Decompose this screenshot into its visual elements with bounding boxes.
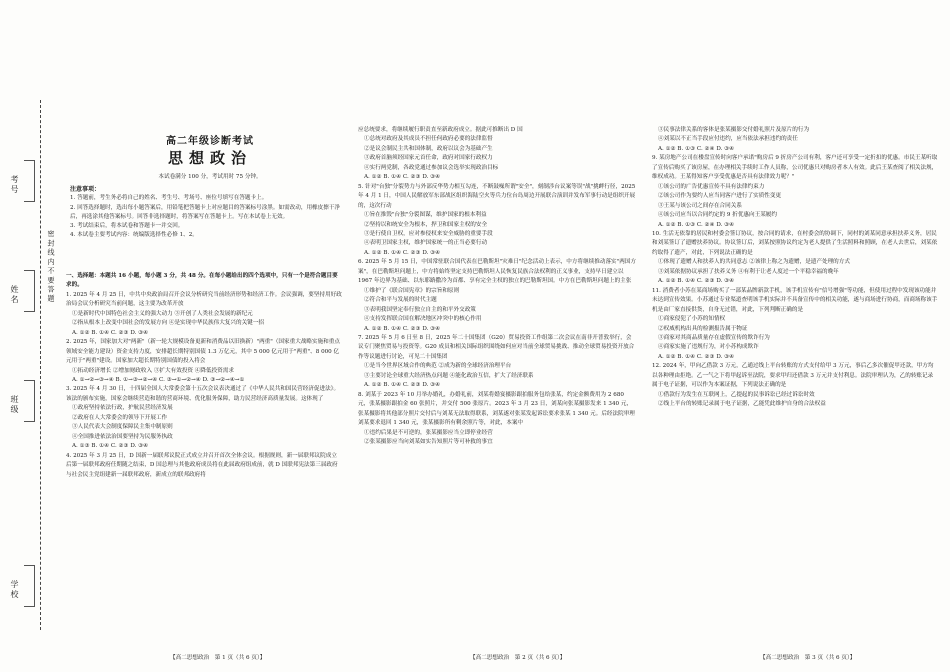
notes-heading: 注意事项：: [70, 186, 101, 193]
binding-margin: [0, 0, 60, 672]
question-option: ④表明卫国家主权，维护国家统一的正当必要行动: [364, 240, 488, 247]
question-option: A. ①② B. ①④ C. ②③ D. ③④: [72, 329, 149, 336]
page-footer-3: 【高二思想政治 第 3 页（共 6 页）】: [760, 655, 856, 661]
notes-item: 1. 答题前，考生务必将自己的姓名、考生号、考场号、座位号填写在答题卡上。: [70, 195, 268, 202]
question-option: A. ①→②→③→④ B. ①→③→②→④ C. ③→①→②→④ D. ③→②→④→①: [72, 376, 245, 383]
question-option: ④支持发挥联合国在解决地区冲突中的核心作用: [364, 316, 482, 323]
question-stem: 3. 2025 年 4 月 30 日，十四届全国人大常委会第十五次会议表决通过了《中华人民共和国民营经济促进法》。该法的颁布实施，国家会继续营造和谐的营商环境、优化服务保障，助力民营经济高质量发展。这体现了: [66, 386, 340, 402]
notes-item: 3. 考试结束后，将本试卷和答题卡一并交回。: [70, 223, 184, 230]
page-footer-2: 【高二思想政治 第 2 页（共 6 页）】: [470, 655, 566, 661]
question-option: ③政府首脑须经国家元首任命，政府对国家行政权力: [364, 155, 493, 162]
question-option: ②符合和平与发展的时代主题: [364, 297, 437, 304]
binding-label-class: 班级: [10, 395, 19, 415]
question-stem: 5. 针对"台独"分裂势力与外部反华势力相互勾连，不断鼓噪所谓"安全"，刻制涉台议案等误"战"挑衅行径，2025 年 4 月 1 日，中国人民解放军东部战区组织海陆空火等兵力位台岛周边开展联合演训并发布军事行动是组织开展的，这次行动: [358, 183, 636, 209]
question-option: ②指从根本上改变中国社会的发展方向 ④是实现中华民族伟大复兴的关键一招: [72, 320, 264, 327]
exam-notes: [70, 185, 342, 241]
question-option: ②权威机构出具的检测报告属于物证: [658, 325, 748, 332]
question-option: ①是当今世界区域合作的典范 ②成为新的全球经济治理平台: [364, 363, 512, 370]
question-option: ②该公司作为要约人应当同客户进行了实质性变更: [658, 193, 782, 200]
notes-item: 4. 本试卷主要考试内容：统编版选择性必修 1、2。: [70, 232, 198, 239]
question-option: ①总统对政府及其成员不担任何政府必要的法律监督: [364, 136, 493, 143]
question-option: ①是新时代中国特色社会主义的强大动力 ③开创了人类社会发展的新纪元: [72, 310, 253, 317]
question-option: ③民事法律关系的客体是张某摄影交付婚礼照片及原片的行为: [658, 127, 810, 133]
question-stem: 4. 2025 年 3 月 25 日，D 国新一届联邦议院正式成立并召开首次全体会议。根据规则，新一届联邦议院成立后第一届联邦政府任期随之结束，D 国总理与其他政府成员将在此届政府组成前，就 D 国联邦宪法第三届政府与社会民主党组建新一届联邦政府，新成立的联邦政府将: [66, 452, 338, 478]
page-footer-1: 【高二思想政治 第 1 页（共 6 页）】: [170, 655, 266, 661]
question-option: ②政府在人大常委会的领导下开展工作: [72, 414, 168, 421]
exam-meta: 本试卷满分 100 分，考试用时 75 分钟。: [158, 174, 262, 180]
exam-name: 高二年级诊断考试: [166, 136, 254, 147]
binding-label-school: 学校: [10, 580, 19, 600]
question-stem: 7. 2025 年 5 月 6 日至 8 日，2025 年二十国集团（G20）贸易投资工作组第二次会议在南非开普敦举行，会议专门聚焦贸易与投资等。G20 成员和相关国际组织围绕如何应对当前全球贸易挑战、推动全球贸易投资开放合作等议题进行讨论，可见二十国集团: [358, 334, 635, 360]
seal-line: [40, 100, 41, 630]
question-stem: 6. 2025 年 5 月 15 日，中国常驻联合国代表在巴勒斯坦"灾难日"纪念活动上表示，中方将继续推动落实"两国方案"，在巴勒斯坦问题上，中方将始终坚定支持巴勒斯坦人民恢复民族合法权利的正义事业，支持早日建立以 1967 年边界为基础、以东耶路撒冷为首都、享有完全主权的独立的巴勒斯坦国。中方在巴勒斯坦问题上的主张: [358, 259, 636, 285]
fill-box-class: [24, 380, 35, 422]
question-option: ②线上平台的转账记录属于电子证据，乙能凭此维护自身的合法权益: [658, 401, 826, 408]
question-option: A. ①② B. ①④ C. ②③ D. ③④: [658, 353, 735, 360]
question-option: A. ①② B. ①④ C. ②③ D. ③④: [658, 278, 735, 285]
fill-box-school: [24, 565, 35, 607]
fill-box-exam-number: [24, 160, 35, 202]
question-option: ③表明我国坚定奉行独立自主的和平外交政策: [364, 306, 476, 313]
question-option: ④全国推进依法治国要坚持为民服务执政: [72, 433, 173, 440]
question-option: ①违约后果是不可逆的，张某摄影应当立即停业经营: [364, 429, 493, 436]
question-option: ②坚持以和统安全为根本，捍卫和国家主权的安全: [364, 221, 488, 228]
question-stem: 应总统要求，将继续履行职责直至新政府成立。据此可推断出 D 国: [358, 127, 523, 133]
question-option: ④该公司应当以合同约定的 9 折优惠向王某履约: [658, 212, 777, 219]
question-option: A. ①② B. ①④ C. ②③ D. ③④: [364, 382, 441, 389]
question-option: ③主要讨论全球重大经济热点问题 ④能化政治互信，扩大了经济联系: [364, 372, 534, 379]
seal-line-warning: 密 封 线 内 不 要 答 题: [47, 230, 55, 302]
question-option: ③王某与该公司之间存在合同关系: [658, 202, 742, 209]
question-option: A. ①② B. ①③ C. ②④ D. ③④: [658, 145, 735, 152]
question-stem: 11. 消费者小苏在某商场购买了一部某品牌新款手机，该手机宣传有"信号增强"等功能，但使用过程中发现该功能并未达到宣传效果。小苏通过专业渠道查明该手机实际并不具备宣传中的相关功能，遂与商场进行协商，而商场称该手机是由厂家直接供货，自身无过错，对此，下列判断正确的是: [652, 287, 938, 313]
column-1: [66, 272, 342, 480]
notes-item: 2. 回答选择题时，选出每小题答案后，用铅笔把答题卡上对应题目的答案标号涂黑。如需改动，用橡皮擦干净后，再选涂其他答案标号。回答非选择题时，将答案写在答题卡上。写在本试卷上无效。: [70, 204, 341, 220]
binding-label-exam-number: 考号: [10, 175, 19, 195]
question-stem: 1. 2025 年 4 月 25 日，中共中央政治局召开会议分析研究当前经济形势和经济工作。会议强调，要坚持用好政治局会议分析研究当前问题，这主要为改革开放: [66, 291, 342, 308]
question-option: ①商家侵犯了小苏的知情权: [658, 316, 726, 323]
question-option: ①借款行为发生在互联网上，乙提起的民事诉讼已经过诉讼时效: [658, 391, 815, 398]
binding-label-name: 姓名: [10, 285, 19, 305]
column-3: [652, 126, 938, 410]
question-option: ③人民代表大会制度保障民主集中制原则: [72, 424, 173, 431]
question-option: ③刘某依据协议承担了扶养义务 ④有利于让老人度过一个平稳幸福的晚年: [658, 268, 839, 275]
section-heading: 一、选择题：本题共 16 小题，每小题 3 分，共 48 分。在每小题给出的四个选项中，只有一个是符合题目要求的。: [66, 273, 338, 289]
question-stem: 8. 刘某于 2023 年 10 月举办婚礼，办婚礼前，刘某将婚宴摄影跟拍服务包给张某，约定金额费用为 2 680 元，张某摄影跟拍金 60 张照片，并交付 500 张原片。2023 年 3 月 23 日，刘某向张某摄影发来 1 340 元，张某摄影将其他部分照片交付后与刘某无法取得联系，刘某遂对张某发起诉讼要求张某 1 340 元。后经法院审理刘某要求退回 1 340 元，张某摄影所有剩余照片等，对此，本案中: [358, 391, 635, 427]
fill-box-name: [24, 270, 35, 312]
question-option: ④实行两党制，各政党通过参加议会选举实现政治目标: [364, 164, 499, 171]
question-option: ①体现了遗赠人和扶养人的共同意志 ②该律上称之为遗赠，是遗产处理的方式: [658, 259, 850, 266]
question-option: ②是议会制民主共和国体制，政府以议会为基础产生: [364, 145, 493, 152]
question-option: ③是行使自卫权，应对参侵权来安全威胁的重要手段: [364, 230, 493, 237]
question-option: ④刘某以不正当手段应付违约，应当依法承担违约的责任: [658, 136, 798, 143]
question-stem: 12. 2024 年，甲向乙借款 3 万元，乙通过线上平台转账的方式支付给甲 3 万元，事后乙多次催促甲还款，甲方均以各种理由拒绝。乙一气之下将甲起诉至法院，要求甲归还借款 3 万元并支付利息。法院审理认为，乙的转账记录属于电子证据，可以作为本案证据，下列说法正确的是: [652, 363, 934, 389]
question-option: ①政府坚持依法行政，护航民营经济发展: [72, 405, 173, 412]
question-option: ①拓动经济增长 ②增加财政收入 ③扩大有效投资 ④降低投资需求: [72, 367, 234, 374]
question-option: ④商家实施了违规行为，对小苏构成欺诈: [658, 344, 759, 351]
question-option: A. ①③ B. ①④ C. ②③ D. ③④: [72, 443, 149, 450]
question-option: ①维护了《联合国宪章》的宗旨和原则: [364, 287, 460, 294]
question-option: ③商家对其商品质量存在虚假宣传的欺诈行为: [658, 334, 770, 341]
question-option: A. ①② B. ①④ C. ②③ D. ③④: [364, 249, 441, 256]
column-2: [358, 126, 636, 447]
subject-title: 思想政治: [167, 149, 252, 167]
question-stem: 10. 生活无依靠的居民和村委会签订协议，按合同的请求，在村委会的协调下，同村的刘某同意承担扶养义务，居民和刘某签订了遗赠扶养协议。协议签订后，刘某按照协议约定为老人提供了生活照料和照顾，在老人去世后，刘某依约取得了遗产，对此，下列说法正确的是: [652, 230, 938, 256]
question-stem: 9. 某房地产公司在楼盘宣传时向客户承诺"购房后 9 折房产公司有利，客户还可享受一定折扣的优惠。市民王某听取了宣传后购买了该房屋，在办理相关手续时工作人员称，公司优惠只对购房者本人有效。此后王某查阅了相关法规，维权成功。王某得知客户享受优惠是否具有法律效力呢？": [652, 155, 938, 181]
question-option: A. ①② B. ①③ C. ②④ D. ③④: [658, 221, 735, 228]
question-option: A. ①② B. ①④ C. ②③ D. ③④: [364, 325, 441, 332]
question-option: ②张某摄影应当向刘某如实告知照片等可补救的事宜: [364, 438, 493, 445]
question-option: A. ①② B. ①④ C. ②③ D. ③④: [364, 174, 441, 181]
question-stem: 2. 2025 年，国家加大对"两新"（新一轮大规模设备更新和消费品以旧换新）"两重"（国家重大战略实施和重点领域安全能力建设）资金支持力度，安排超长期特别国债 1.3 万亿元，其中 5 000 亿元用于"两重"、8 000 亿元用于"两重"建设。国家加大超长期特别国债的投入将会: [66, 339, 340, 365]
question-option: ①该公司的广告优惠宣传不具有法律约束力: [658, 183, 765, 190]
question-option: ①旨在推毁"台独"分裂图谋，维护国家的根本利益: [364, 212, 487, 219]
